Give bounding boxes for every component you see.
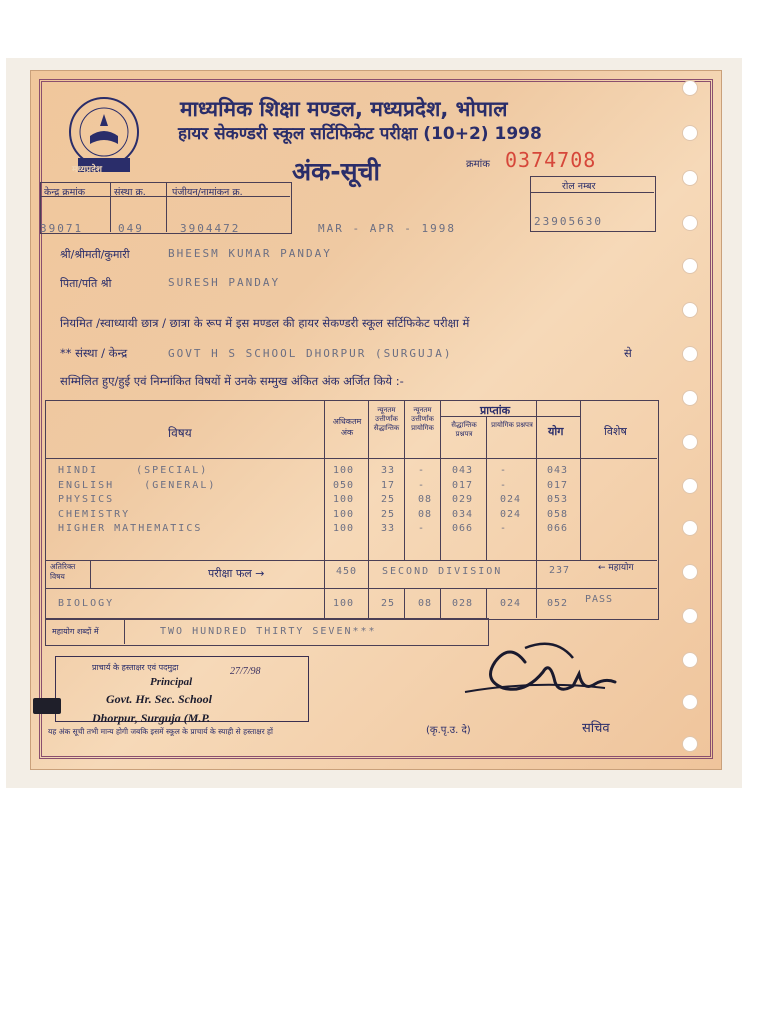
statement-line-3: सम्मिलित हुए/हुई एवं निम्नांकित विषयों में उनके सम्मुख अंकित अंक अर्जित किये :-: [60, 374, 404, 388]
additional-min-practical: 08: [418, 598, 433, 609]
cell-min-practical: -: [418, 523, 426, 534]
cell-obtained-theory: 043: [452, 465, 474, 476]
cell-obtained-practical: -: [500, 479, 508, 491]
cell-max: 100: [333, 523, 355, 534]
subject-name: CHEMISTRY: [58, 508, 131, 520]
col-obtained-practical: प्रायोगिक प्रश्नपत्र: [491, 421, 533, 429]
cell-obtained-practical: -: [500, 523, 508, 534]
cell-min-theory: 25: [381, 494, 396, 505]
additional-subject-name: BIOLOGY: [58, 598, 115, 609]
punch-hole: [682, 80, 698, 96]
stamp-line-2: Govt. Hr. Sec. School: [106, 692, 213, 706]
additional-status: PASS: [585, 594, 614, 605]
secretary-label: सचिव: [582, 721, 610, 736]
additional-subject-label: अतिरिक्त विषय: [50, 562, 76, 581]
col-min-theory: न्यूनतम उत्तीर्णांक सैद्धान्तिक: [373, 406, 400, 432]
stamp-date: 27/7/98: [230, 666, 261, 677]
punch-hole: [682, 736, 698, 752]
col-total: योग: [548, 425, 564, 438]
stamp-line-1: Principal: [150, 676, 193, 688]
punch-hole: [682, 652, 698, 668]
cell-max: 100: [333, 465, 355, 476]
min-practical-column: [418, 464, 432, 537]
punch-hole: [682, 258, 698, 274]
punch-hole: [682, 520, 698, 536]
father-label: पिता/पति श्री: [60, 277, 112, 290]
subject-name: ENGLISH: [58, 479, 115, 491]
institution-name: GOVT H S SCHOOL DHORPUR (SURGUJA): [168, 347, 453, 360]
name-label: श्री/श्रीमती/कुमारी: [60, 248, 130, 261]
cell-min-practical: 08: [418, 494, 433, 505]
division: SECOND DIVISION: [382, 566, 503, 577]
min-theory-column: [381, 464, 395, 537]
father-name: SURESH PANDAY: [168, 276, 281, 289]
additional-obtained-theory: 028: [452, 598, 474, 609]
ink-blot: [33, 698, 61, 714]
board-title: माध्यमिक शिक्षा मण्डल, मध्यप्रदेश, भोपाल: [180, 97, 508, 121]
centre-label: केन्द्र क्रमांक: [44, 187, 86, 198]
cell-min-theory: 25: [381, 508, 396, 520]
cell-obtained-theory: 017: [452, 479, 474, 491]
centre-number: 39071: [40, 222, 84, 235]
col-max: अधिकतम अंक: [332, 417, 362, 437]
logo-label: मध्यप्रदेश: [72, 165, 103, 175]
cell-total: 053: [547, 494, 569, 505]
cell-max: 100: [333, 494, 355, 505]
cell-min-theory: 33: [381, 523, 396, 534]
exam-title: हायर सेकण्डरी स्कूल सर्टिफिकेट परीक्षा (10+2) 1998: [178, 124, 542, 144]
total-in-words: TWO HUNDRED THIRTY SEVEN***: [160, 626, 377, 637]
validity-note: यह अंक सूची तभी मान्य होगी जबकि इसमें स्कूल के प्राचार्य के स्याही से हस्ताक्षर हों: [48, 727, 273, 736]
result-label: परीक्षा फल →: [208, 567, 265, 580]
cell-total: 058: [547, 508, 569, 520]
registration-number: 3904472: [180, 222, 241, 235]
punch-hole: [682, 564, 698, 580]
statement-line-2-prefix: ** संस्था / केन्द्र: [60, 346, 128, 360]
serial-label: क्रमांक: [466, 159, 490, 170]
max-column: [333, 464, 354, 537]
cell-max: 100: [333, 508, 355, 520]
subject-list: [58, 464, 216, 537]
cell-obtained-theory: 029: [452, 494, 474, 505]
punch-hole: [682, 215, 698, 231]
additional-total: 052: [547, 598, 569, 609]
table-row: [58, 464, 216, 479]
stamp-line-3: Dhorpur, Surguja (M.P.: [92, 711, 211, 725]
table-row: [58, 493, 216, 508]
subject-name: HIGHER MATHEMATICS: [58, 523, 203, 534]
col-min-practical: न्यूनतम उत्तीर्णांक प्रायोगिक: [411, 406, 434, 432]
candidate-name: BHEESM KUMAR PANDAY: [168, 247, 332, 260]
cell-min-theory: 33: [381, 465, 396, 476]
grand-max: 450: [336, 566, 358, 577]
additional-obtained-practical: 024: [500, 598, 522, 609]
cell-obtained-practical: 024: [500, 494, 522, 505]
additional-min-theory: 25: [381, 598, 396, 609]
secretary-signature: [455, 632, 630, 712]
col-subject: विषय: [168, 426, 192, 440]
cell-obtained-practical: -: [500, 465, 508, 476]
subject-note: (SPECIAL): [136, 465, 209, 476]
additional-max: 100: [333, 598, 355, 609]
cell-min-practical: 08: [418, 508, 433, 520]
statement-line-1: नियमित /स्वाध्यायी छात्र / छात्रा के रूप में इस मण्डल की हायर सेकण्डरी स्कूल सर्टिफिकेट परीक्षा में: [60, 316, 470, 330]
secretary-ref: (कृ.पृ.उ. दे): [426, 725, 471, 736]
table-row: [58, 522, 216, 537]
cell-obtained-practical: 024: [500, 508, 522, 520]
punch-hole: [682, 302, 698, 318]
cell-total: 043: [547, 465, 569, 476]
institution-number: 049: [118, 222, 144, 235]
words-label: महायोग शब्दों में: [52, 627, 99, 636]
subject-name: HINDI: [58, 465, 99, 476]
exam-session: MAR - APR - 1998: [318, 222, 456, 235]
grand-total: 237: [549, 565, 571, 576]
table-row: [58, 508, 216, 523]
cell-min-theory: 17: [381, 479, 396, 491]
punch-hole: [682, 608, 698, 624]
punch-hole: [682, 694, 698, 710]
punch-hole: [682, 478, 698, 494]
total-column: [547, 464, 568, 537]
subject-name: PHYSICS: [58, 494, 115, 505]
stamp-caption: प्राचार्य के हस्ताक्षर एवं पदमुद्रा: [92, 663, 179, 672]
document-title: अंक-सूची: [292, 157, 380, 186]
cell-min-practical: -: [418, 465, 426, 476]
col-special: विशेष: [604, 425, 627, 438]
cell-min-practical: -: [418, 479, 426, 491]
institution-label: संस्था क्र.: [114, 187, 146, 198]
cell-obtained-theory: 034: [452, 508, 474, 520]
roll-number-label: रोल नम्बर: [562, 181, 596, 192]
grand-total-label: ← महायोग: [598, 563, 634, 573]
punch-hole: [682, 346, 698, 362]
punch-hole: [682, 170, 698, 186]
punch-hole: [682, 434, 698, 450]
punch-hole: [682, 125, 698, 141]
roll-number: 23905630: [534, 215, 603, 228]
obtained-theory-column: [452, 464, 473, 537]
cell-obtained-theory: 066: [452, 523, 474, 534]
cell-max: 050: [333, 479, 355, 491]
serial-number: 0374708: [505, 148, 597, 172]
col-obtained: प्राप्तांक: [480, 404, 511, 417]
statement-line-2-suffix: से: [624, 346, 632, 360]
col-obtained-theory: सैद्धान्तिक प्रश्नपत्र: [451, 421, 477, 438]
obtained-practical-column: [500, 464, 521, 537]
punch-hole: [682, 390, 698, 406]
registration-label: पंजीयन/नामांकन क्र.: [172, 187, 243, 198]
cell-total: 017: [547, 479, 569, 491]
subject-note: (GENERAL): [144, 479, 217, 491]
cell-total: 066: [547, 523, 569, 534]
table-row: [58, 479, 216, 494]
